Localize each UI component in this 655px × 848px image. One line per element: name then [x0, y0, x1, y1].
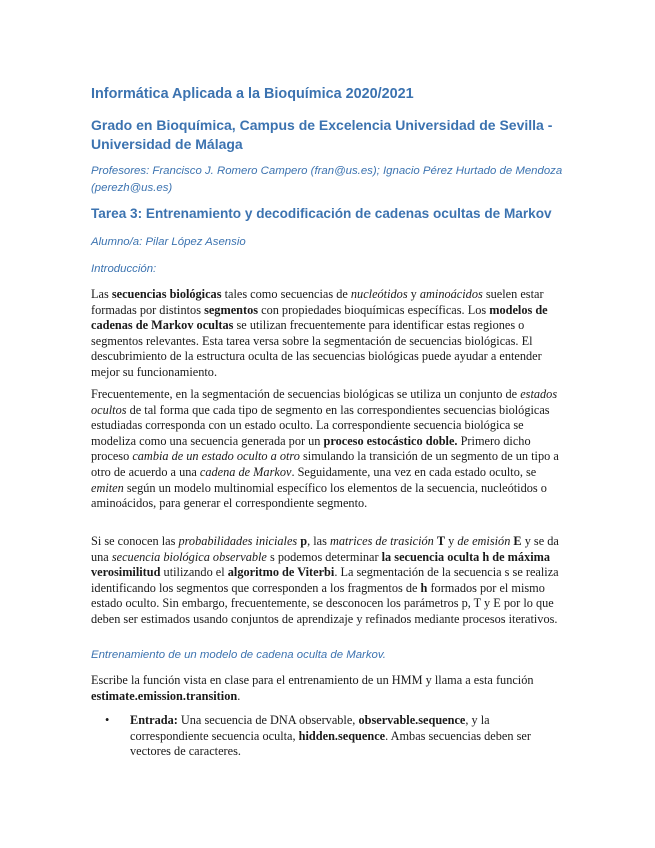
- text-run: de emisión: [457, 534, 511, 548]
- text-run: emiten: [91, 480, 124, 495]
- text-run: algoritmo de Viterbi: [227, 565, 335, 580]
- intro-paragraph-3: [91, 534, 566, 628]
- text-run: secuencia biológica observable: [111, 549, 267, 564]
- training-heading: Entrenamiento de un modelo de cadena oculta de Markov.: [91, 649, 386, 661]
- text-run: estados ocultos: [91, 387, 558, 417]
- text-run: Frecuentemente, en la segmentación de secuencias biológicas se utiliza un conjunto de: [91, 387, 521, 401]
- text-run: , y la correspondiente secuencia oculta,: [130, 713, 490, 743]
- text-run: Entrada:: [130, 713, 178, 727]
- text-run: tales como secuencias de: [221, 287, 351, 301]
- text-run: se utilizan frecuentemente para identificar estas regiones o segmentos relevantes. Esta tarea versa sobre la segmentación de secuencias biológicas. El descubrimiento de la estructura oculta de las secuencias biológicas puede ayudar a entender mejor su funcionamiento.: [91, 318, 542, 379]
- text-run: estimate.emission.transition: [91, 688, 238, 703]
- intro-heading: Introducción:: [91, 263, 157, 275]
- text-run: y: [407, 287, 420, 301]
- degree-title: Grado en Bioquímica, Campus de Excelencia Universidad de Sevilla - Universidad de Málaga: [91, 117, 553, 152]
- text-run: nucleótidos: [350, 287, 408, 301]
- text-run: formados por el mismo estado oculto. Sin embargo, frecuentemente, se desconocen los parámetros p, T y E por lo que deben ser estimados usando conjuntos de aprendizaje y refinados mediante procesos iterativos.: [91, 580, 558, 626]
- intro-paragraph-1: [91, 287, 566, 381]
- text-run: s podemos determinar: [266, 549, 382, 564]
- text-run: secuencias biológicas: [111, 287, 222, 301]
- text-run: segmentos: [204, 302, 259, 317]
- text-run: .: [237, 688, 241, 703]
- text-run: de tal forma que cada tipo de segmento en las correspondientes secuencias biológicas estudiadas corresponda con un estado oculto. La correspondiente secuencia biológica se modeliza como una secuencia generada por un: [91, 402, 550, 448]
- text-run: suelen estar formadas por distintos: [91, 287, 544, 317]
- text-run: cadena de Markov: [199, 464, 292, 479]
- text-run: cambia de un estado oculto a otro: [132, 449, 300, 464]
- text-run: Escribe la función vista en clase para el entrenamiento de un HMM y llama a esta función: [91, 673, 534, 687]
- text-run: observable.sequence: [358, 713, 466, 727]
- text-run: hidden.sequence: [298, 728, 386, 743]
- bullet-icon: •: [105, 713, 110, 727]
- text-run: proceso estocástico doble.: [323, 433, 458, 448]
- text-run: Primero dicho proceso: [91, 433, 531, 464]
- text-run: Las: [91, 287, 112, 301]
- text-run: aminoácidos: [419, 287, 483, 301]
- text-run: y se da una: [91, 534, 559, 564]
- text-run: E: [513, 534, 522, 548]
- text-run: con propiedades bioquímicas específicas. Los: [258, 302, 490, 317]
- text-run: T: [436, 534, 446, 548]
- professors-line: Profesores: Francisco J. Romero Campero (fran@us.es); Ignacio Pérez Hurtado de Mendoza (perezh@us.es): [91, 165, 563, 194]
- text-run: según un modelo multinomial específico los elementos de la secuencia, nucleótidos o aminoácidos, para generar el correspondiente segmento.: [91, 480, 547, 511]
- intro-paragraph-2: [91, 387, 566, 512]
- text-run: , las: [307, 534, 330, 548]
- text-run: simulando la transición de un segmento de un tipo a otro de acuerdo a una: [91, 449, 559, 479]
- text-run: . Ambas secuencias deben ser vectores de caracteres.: [130, 728, 531, 759]
- text-run: . La segmentación de la secuencia s se realiza identificando los segmentos que corresponden a los fragmentos de: [91, 565, 559, 595]
- text-run: p: [300, 534, 308, 548]
- text-run: . Seguidamente, una vez en cada estado oculto, se: [291, 464, 537, 479]
- student-line: Alumno/a: Pilar López Asensio: [91, 236, 246, 248]
- text-run: la secuencia oculta h de máxima verosimilitud: [91, 549, 551, 580]
- text-run: h: [420, 580, 428, 595]
- input-bullet-text: [130, 713, 570, 760]
- text-run: modelos de cadenas de Markov ocultas: [91, 302, 548, 333]
- text-run: utilizando el: [160, 565, 228, 580]
- training-paragraph: [91, 673, 566, 704]
- text-run: Si se conocen las: [91, 534, 179, 548]
- course-title: Informática Aplicada a la Bioquímica 2020/2021: [91, 86, 414, 102]
- text-run: Una secuencia de DNA observable,: [177, 713, 359, 727]
- text-run: matrices de trasición: [330, 534, 434, 548]
- task-title: Tarea 3: Entrenamiento y decodificación de cadenas ocultas de Markov: [91, 206, 552, 221]
- text-run: probabilidades iniciales: [178, 534, 298, 548]
- text-run: y: [445, 534, 458, 548]
